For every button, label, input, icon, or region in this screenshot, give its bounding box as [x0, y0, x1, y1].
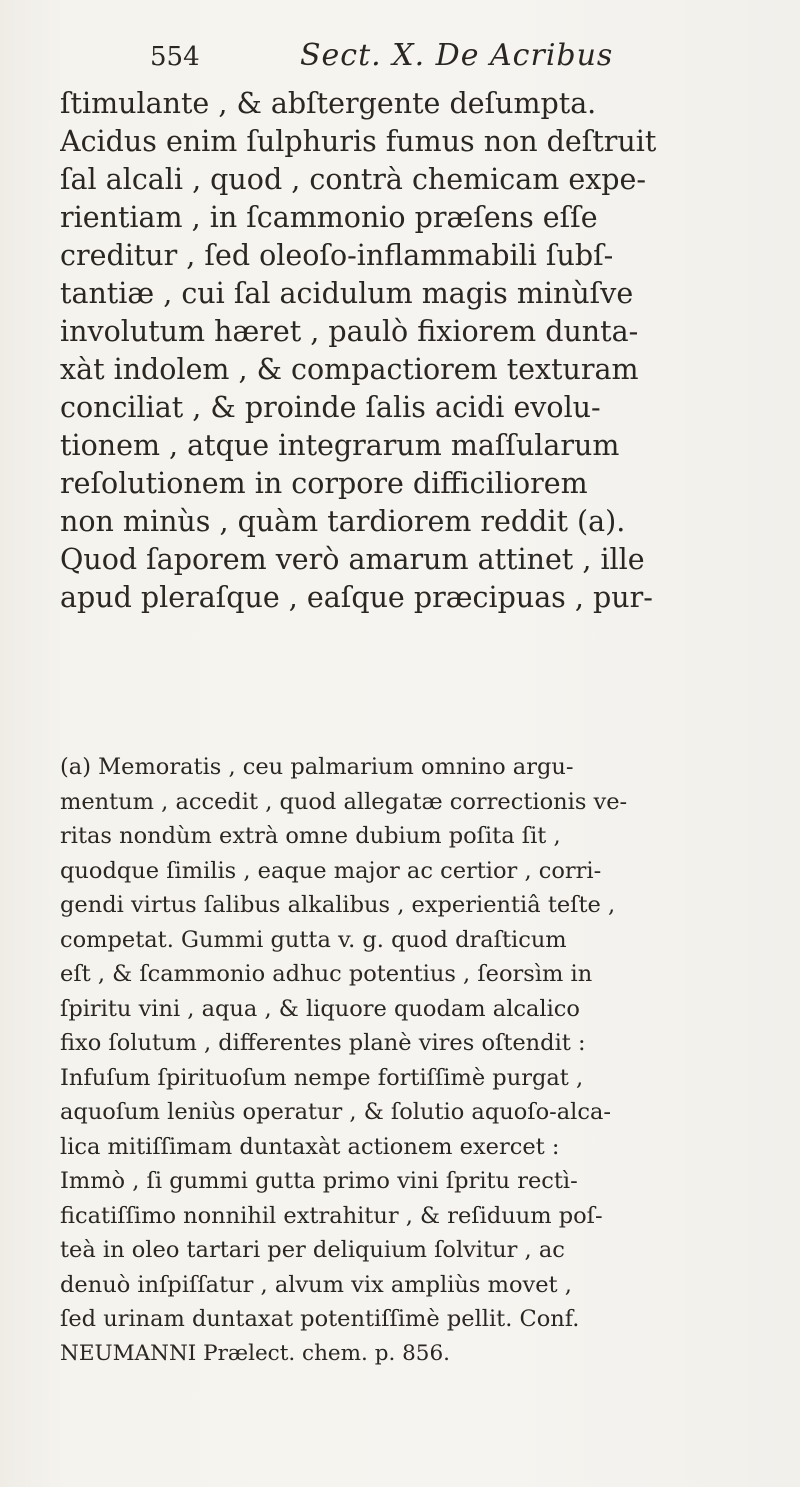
running-title: Sect. X. De Acribus [300, 38, 614, 73]
text-line: ſal alcali , quod , contrà chemicam expe- [60, 163, 647, 196]
footnote-line: eſt , & ſcammonio adhuc potentius , ſeorsìm in [60, 961, 593, 987]
footnote-line: ficatiſſimo nonnihil extrahitur , & reſiduum poſ- [60, 1202, 603, 1229]
footnote-line: ritas nondùm extrà omne dubium poſita ſit , [60, 823, 561, 849]
text-line: rientiam , in ſcammonio præſens eſſe [60, 201, 598, 234]
text-line: conciliat , & proinde ſalis acidi evolu- [60, 391, 601, 424]
footnote-block [60, 750, 775, 1371]
footnote-line: mentum , accedit , quod allegatæ correctionis ve- [60, 788, 628, 815]
footnote-line: ſed urinam duntaxat potentiſſimè pellit. Conf. [60, 1306, 580, 1332]
text-line: involutum hæret , paulò fixiorem dunta- [60, 315, 639, 348]
text-line: apud pleraſque , eaſque præcipuas , pur- [60, 581, 653, 614]
footnote-line: Immò , ſi gummi gutta primo vini ſpritu rectì- [60, 1168, 578, 1194]
main-text-body [60, 85, 770, 617]
footnote-line: Infuſum ſpirituoſum nempe fortiſſimè purgat , [60, 1064, 584, 1091]
text-line: Quod ſaporem verò amarum attinet , ille [60, 543, 645, 576]
footnote-line: quodque ſimilis , eaque major ac certior , corri- [60, 857, 602, 884]
page-header [150, 38, 770, 88]
footnote-citation: NEUMANNI Prælect. chem. p. 856. [60, 1340, 450, 1366]
footnote-line: teà in oleo tartari per deliquium ſolvitur , ac [60, 1237, 565, 1263]
text-line: reſolutionem in corpore difficiliorem [60, 467, 588, 500]
footnote-line: fixo ſolutum , differentes planè vires oſtendit : [60, 1030, 586, 1056]
text-line: xàt indolem , & compactiorem texturam [60, 353, 639, 386]
text-line: Acidus enim ſulphuris fumus non deſtruit [60, 125, 657, 158]
footnote-line: denuò inſpiſſatur , alvum vix ampliùs movet , [60, 1271, 572, 1298]
text-line: creditur , ſed oleoſo-inflammabili ſubſ- [60, 239, 614, 272]
text-line: non minùs , quàm tardiorem reddit (a). [60, 505, 626, 538]
footnote-line: (a) Memoratis , ceu palmarium omnino argu- [60, 754, 574, 780]
text-line: ſtimulante , & abſtergente deſumpta. [60, 87, 597, 120]
text-line: tantiæ , cui ſal acidulum magis minùſve [60, 277, 634, 310]
page-number: 554 [150, 42, 200, 72]
footnote-line: lica mitiſſimam duntaxàt actionem exercet : [60, 1133, 560, 1160]
footnote-line: gendi virtus ſalibus alkalibus , experientiâ teſte , [60, 892, 616, 918]
footnote-line: competat. Gummi gutta v. g. quod draſticum [60, 926, 567, 953]
footnote-line: ſpiritu vini , aqua , & liquore quodam alcalico [60, 995, 580, 1022]
footnote-line: aquoſum leniùs operatur , & ſolutio aquoſo-alca- [60, 1099, 611, 1125]
text-line: tionem , atque integrarum maſſularum [60, 429, 620, 462]
